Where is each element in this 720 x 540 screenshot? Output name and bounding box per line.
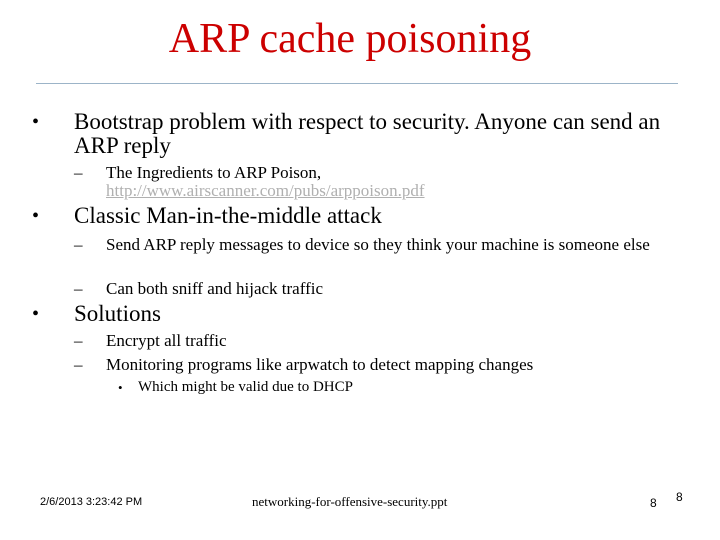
dash-mark: – bbox=[74, 235, 83, 254]
title-divider bbox=[36, 83, 678, 84]
bullet-mark: • bbox=[32, 205, 40, 227]
dash-mark: – bbox=[74, 279, 83, 298]
sub-bullet-text: Send ARP reply messages to device so they think your machine is someone else bbox=[106, 235, 650, 254]
sub-bullet-text: Encrypt all traffic bbox=[106, 331, 227, 350]
bullet-text: Classic Man-in-the-middle attack bbox=[74, 203, 382, 228]
airscanner-link[interactable]: http://www.airscanner.com/pubs/arppoison.pdf bbox=[106, 181, 425, 200]
footer-page-number: 8 bbox=[650, 496, 657, 510]
dash-mark: – bbox=[74, 355, 83, 374]
dash-mark: – bbox=[74, 331, 83, 350]
slide-title: ARP cache poisoning bbox=[168, 16, 532, 62]
corner-page-number: 8 bbox=[676, 490, 683, 504]
bullet-text: Solutions bbox=[74, 301, 161, 326]
sub-bullet-line: The Ingredients to ARP Poison, bbox=[106, 163, 322, 182]
footer-filename: networking-for-offensive-security.ppt bbox=[252, 494, 448, 509]
sub-bullet-text bbox=[106, 164, 666, 200]
sub-bullet-text: Can both sniff and hijack traffic bbox=[106, 279, 324, 298]
bullet-mark: • bbox=[32, 303, 40, 325]
bullet-mark: • bbox=[118, 380, 123, 395]
dash-mark: – bbox=[74, 163, 83, 182]
bullet-mark: • bbox=[32, 111, 40, 133]
bullet-text: Bootstrap problem with respect to security. Anyone can send an ARP reply bbox=[74, 109, 661, 158]
sub-sub-bullet-text: Which might be valid due to DHCP bbox=[138, 379, 353, 395]
footer-date: 2/6/2013 3:23:42 PM bbox=[40, 496, 143, 508]
sub-bullet-text: Monitoring programs like arpwatch to detect mapping changes bbox=[106, 355, 534, 374]
